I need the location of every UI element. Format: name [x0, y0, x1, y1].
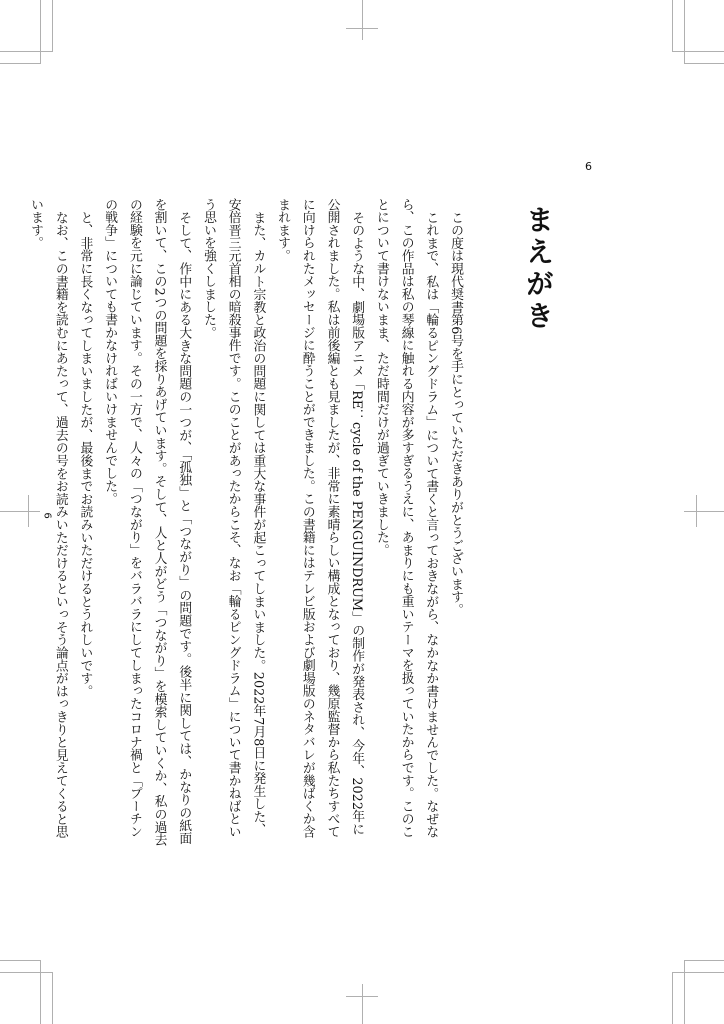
body-text [28, 198, 467, 848]
crop-mark [0, 63, 40, 64]
page-number: 6 [585, 160, 592, 173]
crop-mark [0, 960, 40, 961]
paragraph: なお、この書籍を読むにあたって、過去の号をお読みいただけるといっそう論点がはっきりと見えてくると思います。 [28, 198, 68, 838]
registration-mark [346, 996, 378, 997]
crop-mark [672, 972, 673, 1024]
paragraph: この度は現代奨書第6号を手にとっていただきありがとうございます。 [448, 210, 463, 616]
registration-mark [346, 28, 378, 29]
chapter-title: まえがき [522, 205, 555, 333]
crop-mark [672, 972, 724, 973]
crop-mark [0, 972, 52, 973]
page-number-side: 6 [41, 512, 53, 519]
crop-mark [52, 0, 53, 52]
registration-mark [362, 984, 363, 1024]
paragraph: そのような中、劇場版アニメ「RE：cycle of the PENGUINDRUM」の制作が発表され、今年、2022年に公開されました。私は前後編とも見ましたが、非常に素晴らしい構成となっており、幾原監督から私たちすべてに向けられたメッセージに酔うことができました。この書籍にはテレビ版および劇場版のネタバレが幾ばくか含まれます。 [275, 198, 365, 838]
crop-mark [684, 63, 724, 64]
paragraph: また、カルト宗教と政治の問題に関しては重大な事件が起こってしまいました。2022年7月8日に発生した、安倍晋三元首相の暗殺事件です。このことがあったからこそ、なお「輪るピングドラム」について書かねばという思いを強くしました。 [200, 198, 266, 838]
crop-mark [40, 960, 41, 1024]
crop-mark [0, 51, 52, 52]
crop-mark [672, 0, 673, 52]
crop-mark [684, 960, 724, 961]
paragraph: これまで、私は「輪るピングドラム」について書くと言っておきながら、なかなか書けませんでした。なぜなら、この作品は私の琴線に触れる内容が多すぎるうえに、あまりにも重いテーマを扱っていたからです。このことについて書けないまま、ただ時間だけが過ぎていきました。 [373, 198, 439, 838]
crop-mark [684, 0, 685, 64]
crop-mark [684, 960, 685, 1024]
paragraph: と、非常に長くなってしまいましたが、最後までお読みいただけるとうれしいです。 [77, 210, 93, 698]
registration-mark [696, 495, 697, 527]
crop-mark [40, 0, 41, 64]
paragraph: そして、作中にある大きな問題の一つが、「孤独」と「つながり」の問題です。後半に関しては、かなりの紙面を割いて、この2つの問題を採りあげています。そして、人と人がどう「つながり」を模索していくか、私の過去の経験を元に論じています。その一方で、人々の「つながり」をバラバラにしてしまったコロナ禍と「プーチンの戦争」についても書かなければいけませんでした。 [102, 198, 192, 847]
crop-mark [52, 972, 53, 1024]
registration-mark [684, 511, 724, 512]
crop-mark [672, 51, 724, 52]
registration-mark [362, 0, 363, 40]
